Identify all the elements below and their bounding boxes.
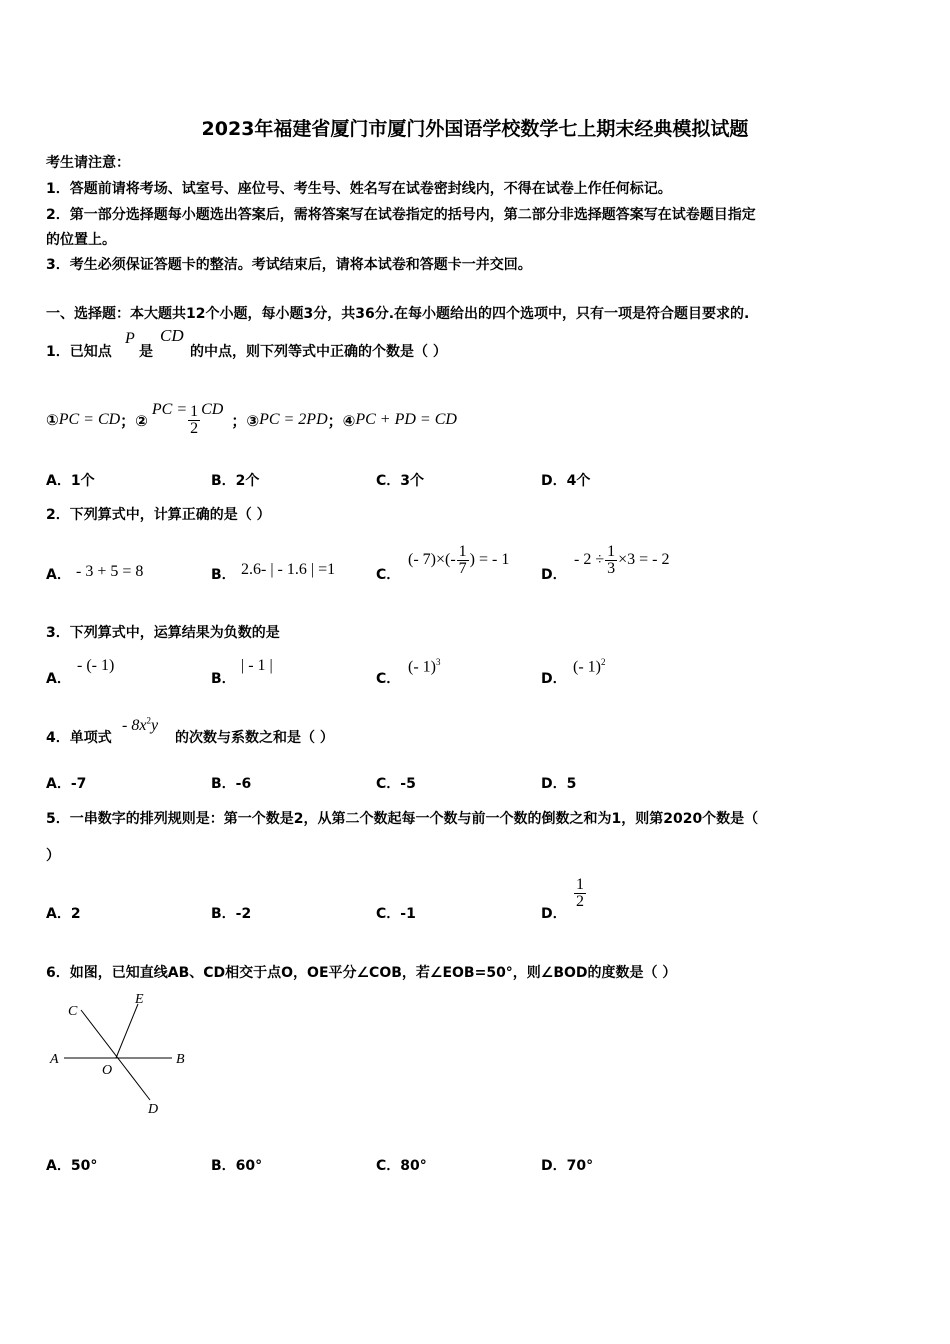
q6-stem: 6．如图，已知直线AB、CD相交于点O，OE平分∠COB，若∠EOB=50°，则∠BOD的度数是（ ） <box>46 965 677 981</box>
q1-s2-marker: ；② <box>120 411 148 430</box>
q5-d-num: 1 <box>576 876 584 893</box>
q2-d-fraction <box>605 544 617 577</box>
label-c: C <box>68 1004 78 1019</box>
q2-c-right: ) = - 1 <box>469 551 510 568</box>
line-cd <box>81 1010 150 1100</box>
notice-item-2-cont: 的位置上。 <box>46 232 116 248</box>
q2-d-num: 1 <box>607 542 616 560</box>
q2-c-left: (- 7)×(- <box>408 551 456 568</box>
q5-option-c: C．-1 <box>376 906 416 922</box>
notice-item-2: 2．第一部分选择题每小题选出答案后，需将答案写在试卷指定的括号内，第二部分非选择题答案写在试卷题目指定 <box>46 207 756 223</box>
q1-eq4: PC + PD = CD <box>355 411 457 428</box>
q1-prefix: 1．已知点 <box>46 344 112 360</box>
q2-d-right: ×3 = - 2 <box>618 551 670 568</box>
q1-s1-marker: ① <box>46 411 59 429</box>
q3-expr-b: | - 1 | <box>241 657 273 674</box>
q5-option-a: A．2 <box>46 906 81 922</box>
q1-option-c: C．3个 <box>376 473 425 489</box>
q1-option-b: B．2个 <box>211 473 260 489</box>
q1-eq2-num: 1 <box>190 402 199 420</box>
q5-option-b: B．-2 <box>211 906 252 922</box>
q3-expr-a: - (- 1) <box>77 657 115 674</box>
notice-item-1: 1．答题前请将考场、试室号、座位号、考生号、姓名写在试卷密封线内，不得在试卷上作任何标记。 <box>46 181 672 197</box>
q2-c-den: 7 <box>458 559 467 577</box>
q4-prefix: 4．单项式 <box>46 730 112 746</box>
q2-label-d: D． <box>541 567 567 583</box>
q6-figure <box>46 988 206 1120</box>
q3-expr-d <box>573 657 605 676</box>
q4-option-d: D．5 <box>541 776 577 792</box>
q3-expr-c <box>408 657 440 676</box>
q1-option-d: D．4个 <box>541 473 591 489</box>
q1-point-p: P <box>125 330 135 347</box>
q4-option-c: C．-5 <box>376 776 416 792</box>
q6-option-c: C．80° <box>376 1158 427 1174</box>
q4-monomial-y: y <box>150 717 159 734</box>
q3-stem: 3．下列算式中，运算结果为负数的是 <box>46 625 280 641</box>
label-d: D <box>148 1102 159 1117</box>
label-a: A <box>50 1052 59 1067</box>
q3-label-b: B． <box>211 671 236 687</box>
q1-suffix: 的中点，则下列等式中正确的个数是（ ） <box>190 344 447 360</box>
q5-stem-line1: 5．一串数字的排列规则是：第一个数是2，从第二个数起每一个数与前一个数的倒数之和为1，则第2020个数是（ <box>46 811 759 827</box>
q2-label-b: B． <box>211 567 236 583</box>
q1-option-a: A．1个 <box>46 473 95 489</box>
notice-item-3: 3．考生必须保证答题卡的整洁。考试结束后，请将本试卷和答题卡一并交回。 <box>46 257 532 273</box>
ray-oe <box>116 1004 138 1058</box>
label-b: B <box>176 1052 185 1067</box>
q1-eq2-right: CD <box>201 401 224 418</box>
q1-s3-marker: ；③ <box>231 411 260 430</box>
q3-label-a: A． <box>46 671 71 687</box>
q1-eq3: PC = 2PD <box>259 411 328 428</box>
q3-d-base: (- 1) <box>573 658 601 676</box>
q2-label-c: C． <box>376 567 401 583</box>
q2-d-den: 3 <box>607 559 616 577</box>
q3-c-exp: 3 <box>435 657 441 667</box>
q1-segment-cd: CD <box>160 326 184 345</box>
q2-expr-b: 2.6- | - 1.6 | =1 <box>241 561 336 578</box>
q6-option-b: B．60° <box>211 1158 263 1174</box>
q4-monomial-exp: 2 <box>146 715 151 726</box>
q2-stem: 2．下列算式中，计算正确的是（ ） <box>46 507 271 523</box>
q1-eq2-left: PC = <box>151 401 188 418</box>
q2-expr-a: - 3 + 5 = 8 <box>76 563 144 580</box>
page-title: 2023年福建省厦门市厦门外国语学校数学七上期末经典模拟试题 <box>201 118 749 140</box>
q5-option-d: D． <box>541 906 567 922</box>
q2-label-a: A． <box>46 567 71 583</box>
q1-statements <box>46 398 457 442</box>
q6-option-a: A．50° <box>46 1158 98 1174</box>
q4-monomial-base: - 8x <box>122 717 147 734</box>
q2-c-fraction <box>457 544 469 577</box>
q2-expr-c <box>408 538 509 582</box>
q1-eq2-den: 2 <box>190 419 199 437</box>
q5-d-den: 2 <box>576 893 584 910</box>
q2-expr-d <box>574 538 669 582</box>
q1-is: 是 <box>139 344 153 360</box>
q5-d-frac <box>574 877 586 910</box>
q4-option-b: B．-6 <box>211 776 252 792</box>
q6-option-d: D．70° <box>541 1158 594 1174</box>
q3-d-exp: 2 <box>600 657 606 667</box>
q5-d-fraction <box>573 877 587 910</box>
q3-label-d: D． <box>541 671 567 687</box>
q1-eq2-fraction <box>188 404 200 437</box>
label-o: O <box>102 1063 113 1078</box>
q4-suffix: 的次数与系数之和是（ ） <box>175 730 334 746</box>
q4-option-a: A．-7 <box>46 776 87 792</box>
q2-c-num: 1 <box>458 542 467 560</box>
notice-heading: 考生请注意： <box>46 155 130 171</box>
q1-s4-marker: ；④ <box>327 411 356 430</box>
q4-monomial <box>122 715 158 735</box>
q3-c-base: (- 1) <box>408 658 436 676</box>
q5-stem-line2: ） <box>46 848 60 864</box>
q3-label-c: C． <box>376 671 401 687</box>
section-heading: 一、选择题：本大题共12个小题，每小题3分，共36分.在每小题给出的四个选项中，只有一项是符合题目要求的. <box>46 306 750 322</box>
q2-d-left: - 2 ÷ <box>574 551 605 568</box>
q1-eq1: PC = CD <box>58 411 121 428</box>
label-e: E <box>135 992 144 1007</box>
